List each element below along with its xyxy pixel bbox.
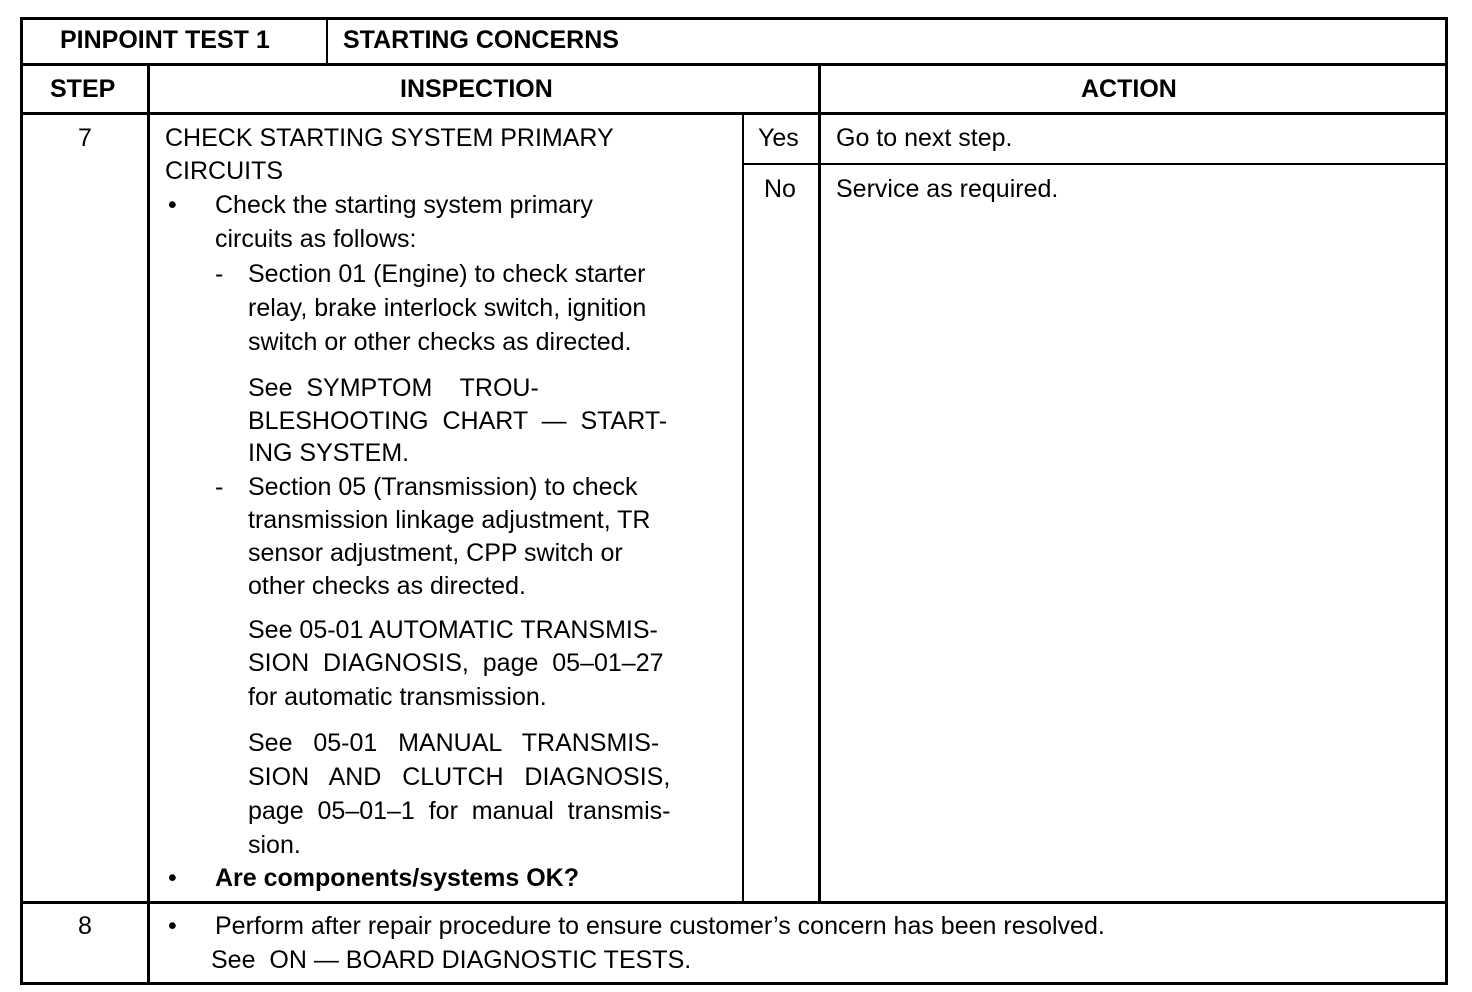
column-header-step: STEP (50, 75, 116, 103)
step7-see3-line3: page 05–01–1 for manual transmis- (248, 797, 671, 825)
step8-line2: See ON — BOARD DIAGNOSTIC TESTS. (211, 946, 692, 974)
step7-sub2-line2: transmission linkage adjustment, TR (248, 506, 651, 534)
rule-action-column (818, 64, 821, 903)
step7-sub1-line1: Section 01 (Engine) to check starter (248, 260, 646, 288)
step7-sub1-line3: switch or other checks as directed. (248, 328, 632, 356)
dash-marker: - (215, 473, 224, 501)
step7-sub2-line3: sensor adjustment, CPP switch or (248, 539, 623, 567)
table-border-top (20, 17, 1448, 20)
step7-sub2-line1: Section 05 (Transmission) to check (248, 473, 638, 501)
test-title: STARTING CONCERNS (343, 26, 619, 54)
dash-marker: - (215, 260, 224, 288)
table-border-left (20, 17, 23, 985)
step7-see3-line4: sion. (248, 831, 301, 859)
bullet-dot: • (168, 912, 177, 940)
step8-line1: Perform after repair procedure to ensure customer’s concern has been resolved. (215, 912, 1105, 940)
answer-no-action: Service as required. (836, 175, 1059, 203)
bullet-dot: • (168, 864, 177, 892)
step7-bullet1-line2: circuits as follows: (215, 225, 417, 253)
answer-yes-action: Go to next step. (836, 124, 1013, 152)
step7-sub1-line2: relay, brake interlock switch, ignition (248, 294, 647, 322)
test-label: PINPOINT TEST 1 (60, 26, 270, 54)
step7-sub2-line4: other checks as directed. (248, 572, 526, 600)
step7-see3-line2: SION AND CLUTCH DIAGNOSIS, (248, 763, 671, 791)
step7-see2-line2: SION DIAGNOSIS, page 05–01–27 (248, 649, 664, 677)
column-header-action: ACTION (1081, 75, 1177, 103)
step7-see1-line3: ING SYSTEM. (248, 439, 410, 467)
step7-see2-line1: See 05-01 AUTOMATIC TRANSMIS- (248, 616, 658, 644)
answer-no-label: No (764, 175, 796, 203)
rule-step-column (147, 64, 150, 984)
answer-yes-label: Yes (758, 124, 799, 152)
step7-title-line1: CHECK STARTING SYSTEM PRIMARY (165, 124, 614, 152)
bullet-dot: • (168, 191, 177, 219)
step7-see1-line2: BLESHOOTING CHART — START- (248, 407, 668, 435)
rule-below-step7 (20, 901, 1448, 904)
rule-below-headers (20, 112, 1448, 115)
rule-answer-column (742, 113, 744, 903)
rule-between-yes-no (742, 163, 1448, 165)
step7-see1-line1: See SYMPTOM TROU- (248, 374, 539, 402)
step7-see3-line1: See 05-01 MANUAL TRANSMIS- (248, 729, 660, 757)
step-number-7: 7 (78, 124, 92, 152)
step7-title-line2: CIRCUITS (165, 157, 284, 185)
table-border-bottom (20, 982, 1448, 985)
column-header-inspection: INSPECTION (400, 75, 553, 103)
step7-see2-line3: for automatic transmission. (248, 683, 547, 711)
rule-title-divider (326, 17, 328, 65)
rule-below-title (20, 63, 1448, 66)
step-number-8: 8 (78, 912, 92, 940)
step7-question: Are components/systems OK? (215, 864, 579, 892)
step7-bullet1-line1: Check the starting system primary (215, 191, 593, 219)
